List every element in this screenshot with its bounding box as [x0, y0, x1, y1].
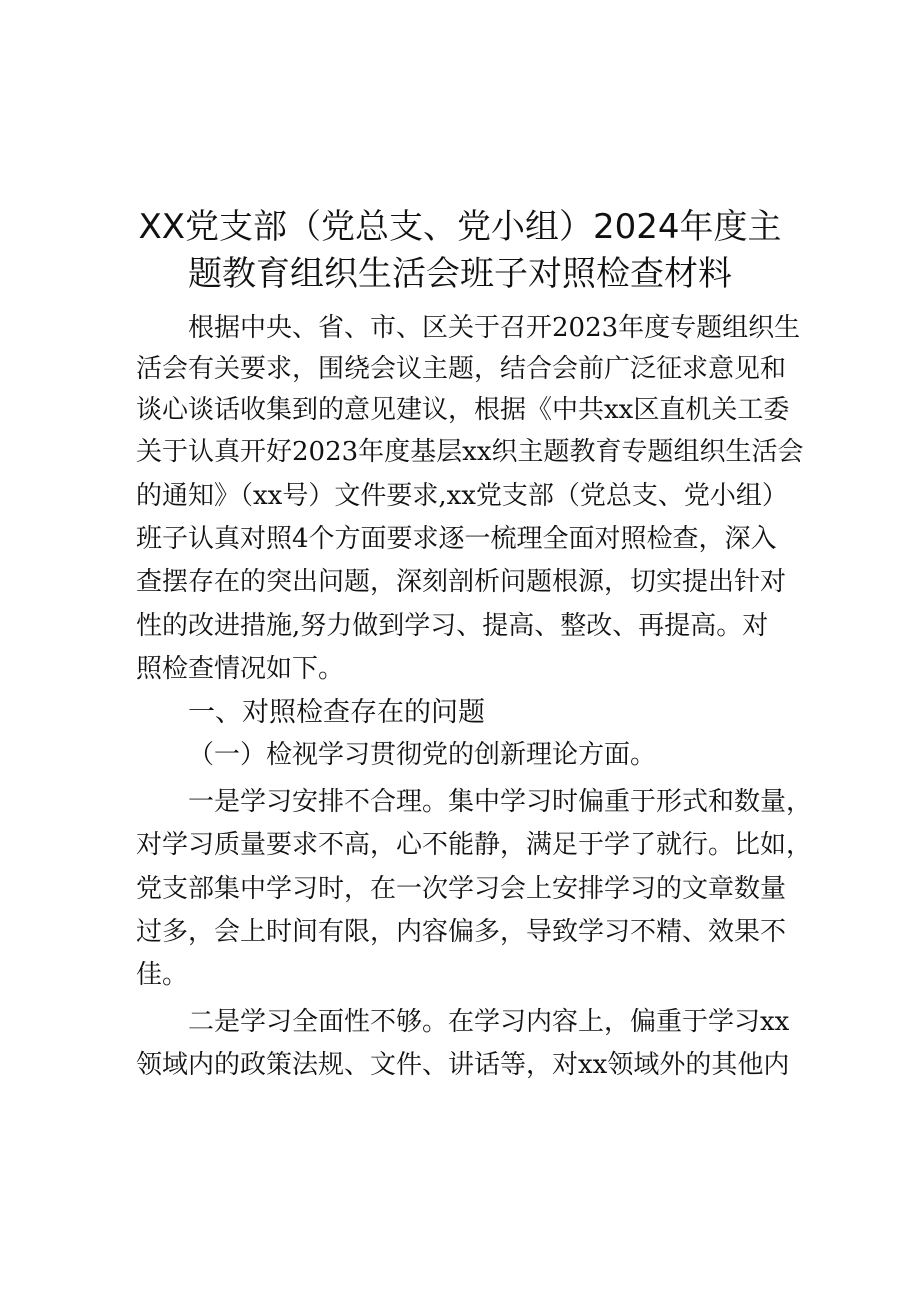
intro-paragraph-line: 活会有关要求，围绕会议主题，结合会前广泛征求意见和: [136, 354, 787, 384]
intro-paragraph-line: 查摆存在的突出问题，深刻剖析问题根源，切实提出针对: [136, 567, 787, 597]
point-paragraph-line: 领域内的政策法规、文件、讲话等，对xx领域外的其他内: [136, 1050, 790, 1080]
intro-paragraph-line: 谈心谈话收集到的意见建议，根据《中共xx区直机关工委: [136, 395, 790, 425]
point-paragraph-line: 对学习质量要求不高，心不能静，满足于学了就行。比如，: [136, 830, 813, 860]
document-title-line-2: 题教育组织生活会班子对照检查材料: [188, 254, 732, 294]
point-paragraph-line: 党支部集中学习时，在一次学习会上安排学习的文章数量: [136, 874, 787, 904]
point-paragraph-line: 过多，会上时间有限，内容偏多，导致学习不精、效果不: [136, 917, 787, 947]
point-paragraph-line: 佳。: [136, 960, 189, 990]
point-paragraph-line: 一是学习安排不合理。集中学习时偏重于形式和数量，: [188, 787, 813, 817]
intro-paragraph-line: 根据中央、省、市、区关于召开2023年度专题组织生: [188, 313, 801, 343]
point-paragraph-line: 二是学习全面性不够。在学习内容上，偏重于学习xx: [188, 1007, 790, 1037]
intro-paragraph-line: 关于认真开好2023年度基层xx织主题教育专题组织生活会: [136, 437, 804, 467]
document-title-line-1: XX党支部（党总支、党小组）2024年度主: [138, 207, 782, 247]
intro-paragraph-line: 班子认真对照4个方面要求逐一梳理全面对照检查，深入: [136, 524, 777, 554]
section-heading: 一、对照检查存在的问题: [188, 697, 485, 728]
intro-paragraph-line: 照检查情况如下。: [136, 654, 345, 684]
intro-paragraph-line: 的通知》（xx号）文件要求,xx党支部（党总支、党小组）: [136, 481, 788, 511]
subsection-heading: （一）检视学习贯彻党的创新理论方面。: [188, 740, 657, 770]
intro-paragraph-line: 性的改进措施,努力做到学习、提高、整改、再提高。对: [136, 611, 769, 641]
